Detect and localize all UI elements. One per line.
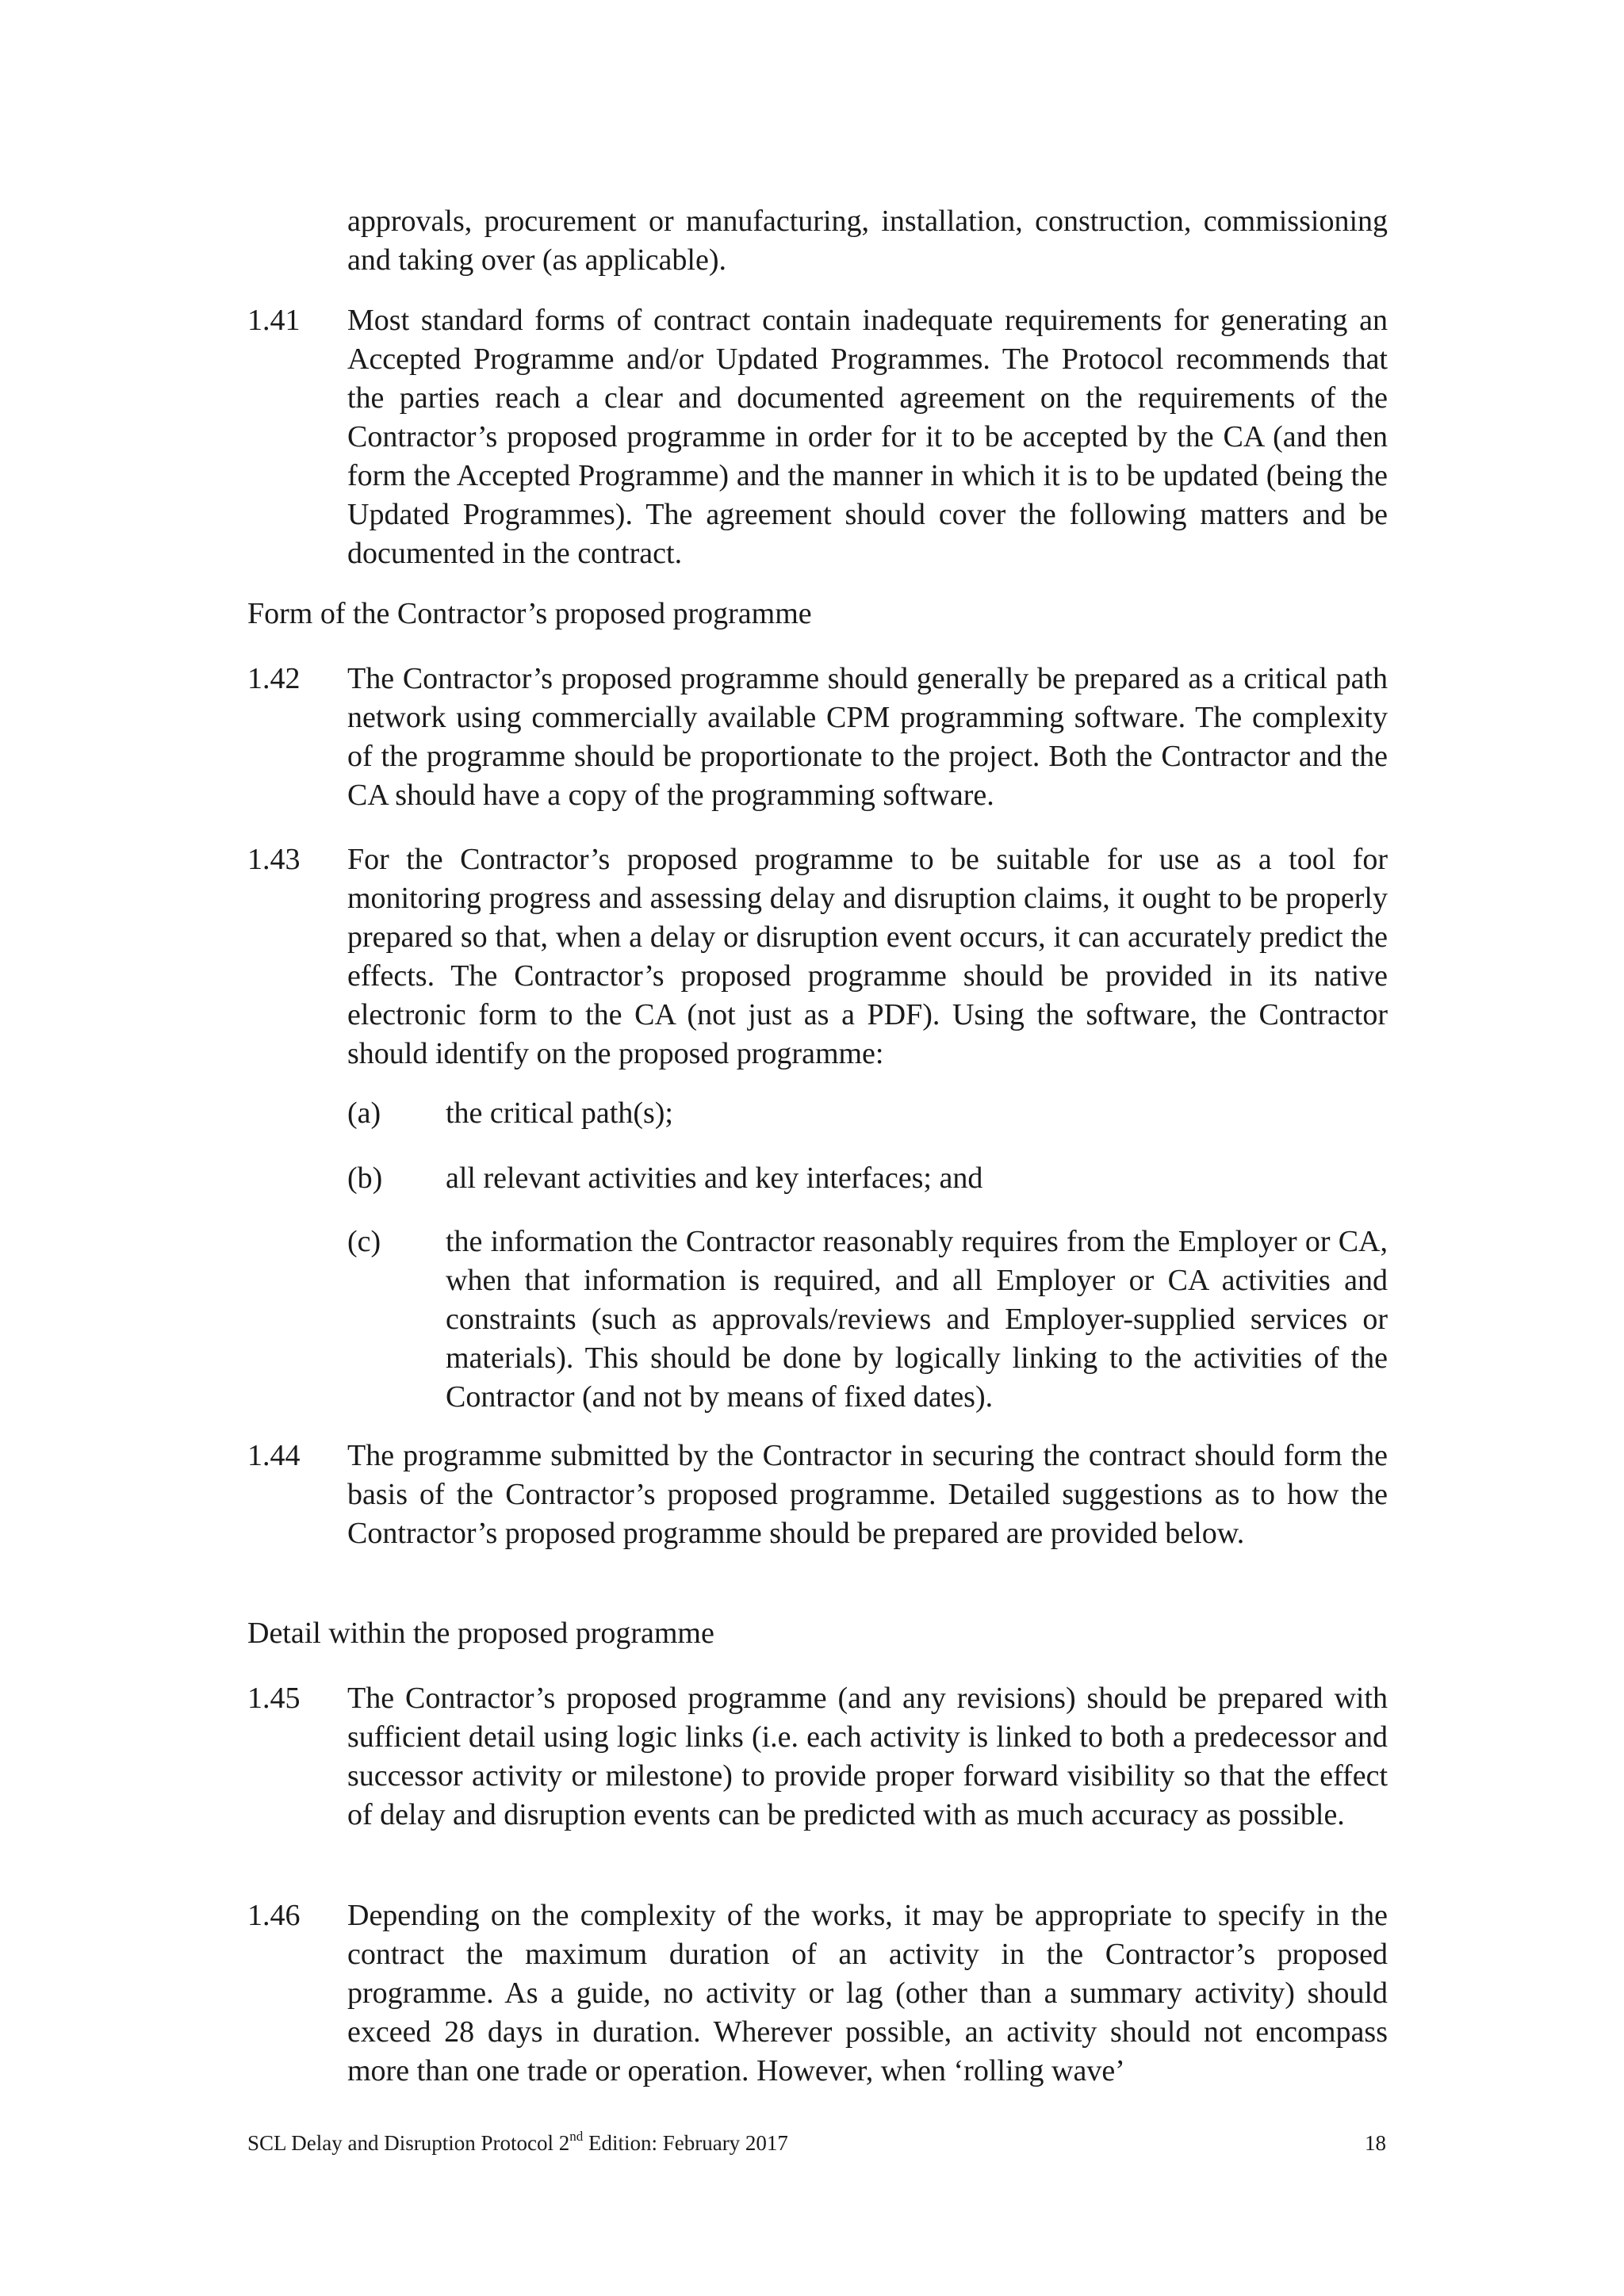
footer-title-main: SCL Delay and Disruption Protocol 2: [247, 2131, 570, 2155]
subitem-label: (b): [347, 1161, 383, 1195]
subitem-label: (a): [347, 1096, 381, 1130]
subitem-text: all relevant activities and key interfaces; and: [446, 1161, 983, 1195]
section-heading: Detail within the proposed programme: [247, 1617, 714, 1650]
footer-title-date: Edition: February 2017: [583, 2131, 788, 2155]
paragraph-number: 1.42: [247, 662, 301, 695]
paragraph-text: The programme submitted by the Contractor in securing the contract should form the basis of the Contractor’s proposed programme. Detailed suggestions as to how the Contractor’s proposed programme should be prepared are provided below.: [347, 1439, 1388, 1550]
footer-title-superscript: nd: [569, 2129, 584, 2144]
paragraph-text: The Contractor’s proposed programme should generally be prepared as a critical path network using commercially available CPM programming software. The complexity of the programme should be proportionate to the project. Both the Contractor and the CA should have a copy of the programming software.: [347, 662, 1388, 812]
paragraph-number: 1.45: [247, 1682, 301, 1715]
section-heading: Form of the Contractor’s proposed programme: [247, 597, 812, 630]
paragraph-number: 1.41: [247, 304, 301, 337]
paragraph-text: For the Contractor’s proposed programme to be suitable for use as a tool for monitoring progress and assessing delay and disruption claims, it ought to be properly prepared so that, when a delay or disruption event occurs, it can accurately predict the effects. The Contractor’s proposed programme should be provided in its native electronic form to the CA (not just as a PDF). Using the software, the Contractor should identify on the proposed programme:: [347, 843, 1388, 1070]
subitem-text: the critical path(s);: [446, 1096, 673, 1130]
subitem-label: (c): [347, 1225, 381, 1258]
paragraph-number: 1.46: [247, 1899, 301, 1932]
footer-title: [247, 2130, 788, 2156]
intro-paragraph: approvals, procurement or manufacturing, installation, construction, commissioning and taking over (as applicable).: [347, 205, 1388, 277]
paragraph-text: The Contractor’s proposed programme (and any revisions) should be prepared with sufficient detail using logic links (i.e. each activity is linked to both a predecessor and successor activity or milestone) to provide proper forward visibility so that the effect of delay and disruption events can be predicted with as much accuracy as possible.: [347, 1682, 1388, 1831]
paragraph-number: 1.44: [247, 1439, 301, 1472]
subitem-text: the information the Contractor reasonably requires from the Employer or CA, when that information is required, and all Employer or CA activities and constraints (such as approvals/reviews and Employer-supplied services or materials). This should be done by logically linking to the activities of the Contractor (and not by means of fixed dates).: [446, 1225, 1388, 1414]
paragraph-number: 1.43: [247, 843, 301, 876]
paragraph-text: Most standard forms of contract contain inadequate requirements for generating an Accepted Programme and/or Updated Programmes. The Protocol recommends that the parties reach a clear and documented agreement on the requirements of the Contractor’s proposed programme in order for it to be accepted by the CA (and then form the Accepted Programme) and the manner in which it is to be updated (being the Updated Programmes). The agreement should cover the following matters and be documented in the contract.: [347, 304, 1388, 570]
paragraph-text: Depending on the complexity of the works, it may be appropriate to specify in the contract the maximum duration of an activity in the Contractor’s proposed programme. As a guide, no activity or lag (other than a summary activity) should exceed 28 days in duration. Wherever possible, an activity should not encompass more than one trade or operation. However, when ‘rolling wave’: [347, 1899, 1388, 2087]
page-number: 18: [1365, 2131, 1386, 2155]
